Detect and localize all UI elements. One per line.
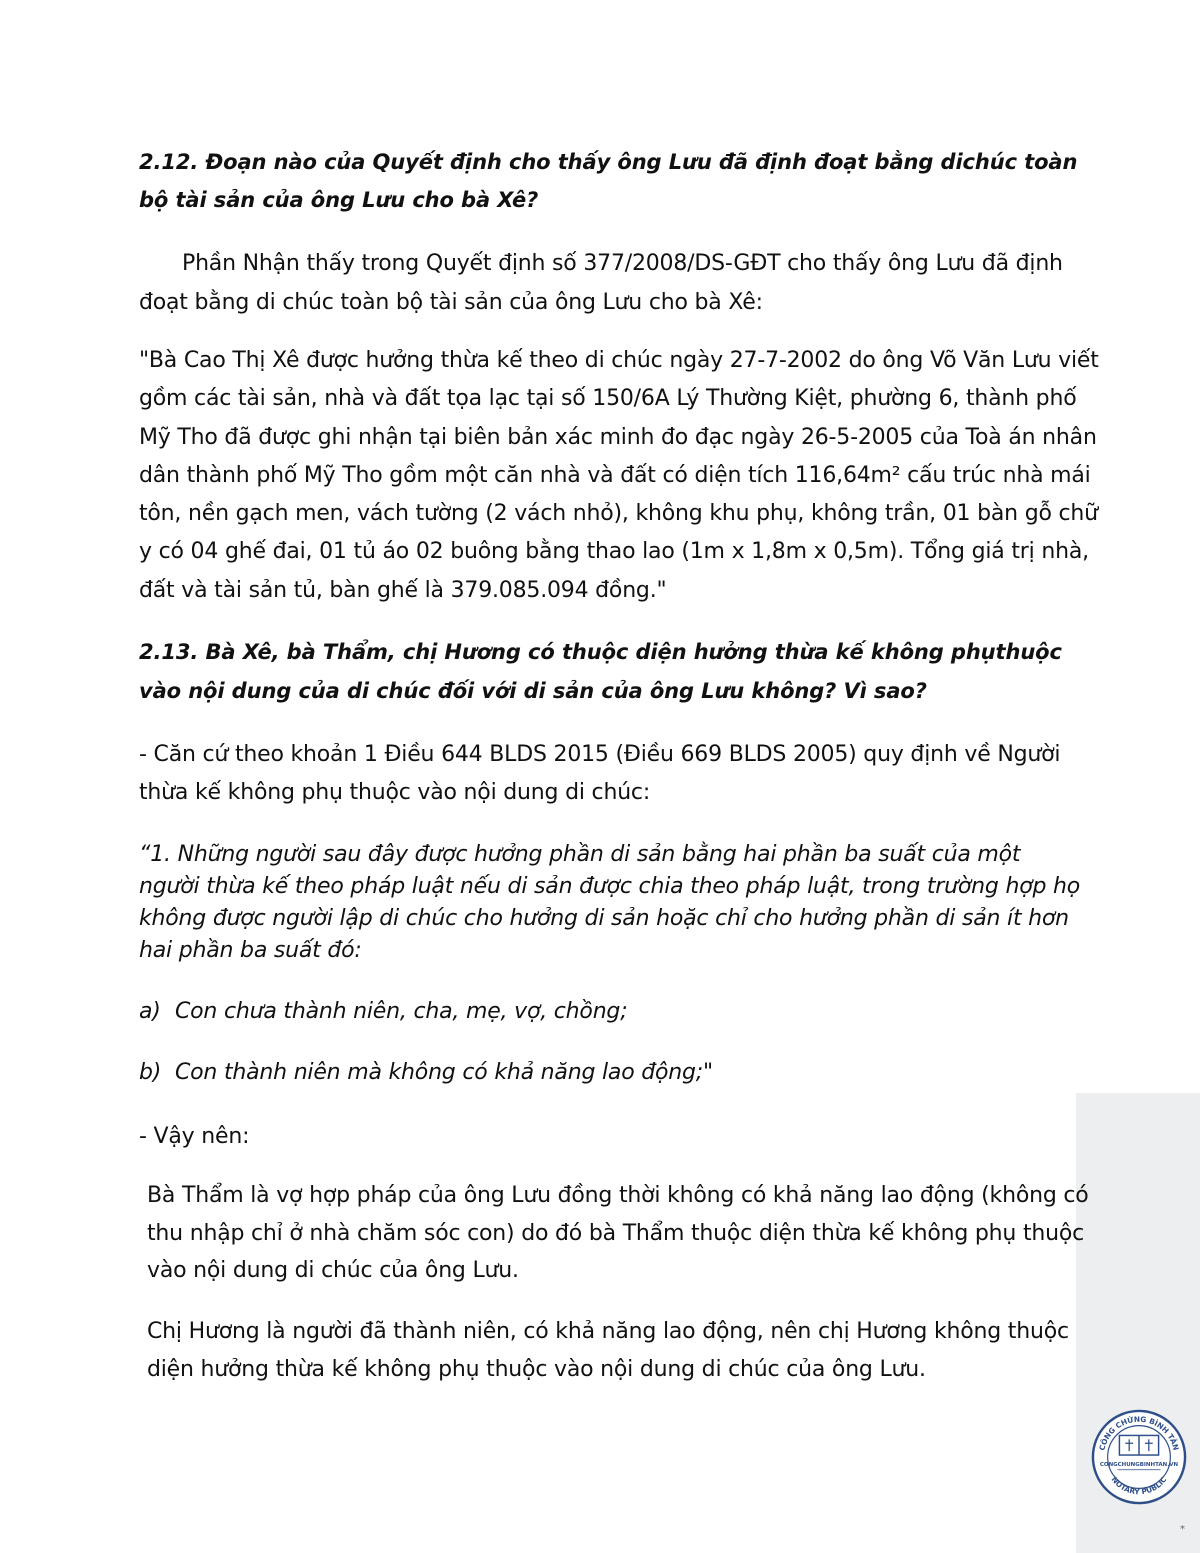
article-quote-line: hai phần ba suất đó: (139, 938, 362, 963)
article-quote-line: “1. Những người sau đây được hưởng phần di sản bằng hai phần ba suất của một (139, 842, 1021, 867)
answer-paragraph-line-1: Phần Nhận thấy trong Quyết định số 377/2008/DS-GĐT cho thấy ông Lưu đã định (182, 251, 1063, 276)
list-item-b-marker: b) (139, 1060, 162, 1085)
quote-line: dân thành phố Mỹ Tho gồm một căn nhà và đất có diện tích 116,64m² cấu trúc nhà mái (139, 463, 1091, 488)
conclusion-line: vào nội dung di chúc của ông Lưu. (147, 1258, 519, 1283)
conclusion-line: thu nhập chỉ ở nhà chăm sóc con) do đó bà Thẩm thuộc diện thừa kế không phụ thuộc (147, 1221, 1085, 1246)
seal-top-text: CÔNG CHỨNG BÌNH TÂN (1097, 1414, 1181, 1452)
quote-line: "Bà Cao Thị Xê được hưởng thừa kế theo di chúc ngày 27-7-2002 do ông Võ Văn Lưu viết (139, 348, 1099, 373)
quote-line: y có 04 ghế đai, 01 tủ áo 02 buông bằng thao lao (1m x 1,8m x 0,5m). Tổng giá trị nhà, (139, 539, 1089, 564)
article-quote-line: người thừa kế theo pháp luật nếu di sản được chia theo pháp luật, trong trường hợp họ (139, 874, 1081, 899)
question-2-12-line-1: 2.12. Đoạn nào của Quyết định cho thấy ông Lưu đã định đoạt bằng dichúc toàn (139, 150, 1078, 174)
question-2-13-line-1: 2.13. Bà Xê, bà Thẩm, chị Hương có thuộc diện hưởng thừa kế không phụthuộc (139, 640, 1062, 664)
seal-bottom-text: NOTARY PUBLIC (1109, 1475, 1169, 1497)
notary-seal-icon (1090, 1408, 1188, 1506)
quote-line: đất và tài sản tủ, bàn ghế là 379.085.094 đồng." (139, 578, 667, 603)
corner-mark: * (1180, 1524, 1185, 1535)
conclusion-line: Chị Hương là người đã thành niên, có khả năng lao động, nên chị Hương không thuộc (147, 1319, 1069, 1344)
legal-basis-line-1: - Căn cứ theo khoản 1 Điều 644 BLDS 2015 (Điều 669 BLDS 2005) quy định về Người (139, 742, 1061, 767)
quote-line: tôn, nền gạch men, vách tường (2 vách nhỏ), không khu phụ, không trần, 01 bàn gỗ chữ (139, 501, 1098, 526)
list-item-a-text: Con chưa thành niên, cha, mẹ, vợ, chồng; (175, 999, 628, 1024)
conclusion-line: Bà Thẩm là vợ hợp pháp của ông Lưu đồng thời không có khả năng lao động (không có (147, 1183, 1089, 1208)
list-item-b-text: Con thành niên mà không có khả năng lao động;" (175, 1060, 713, 1085)
article-quote-line: không được người lập di chúc cho hưởng di sản hoặc chỉ cho hưởng phần di sản ít hơn (139, 906, 1069, 931)
seal-center-text: CONGCHUNGBINHTAN.VN (1099, 1461, 1179, 1468)
quote-line: Mỹ Tho đã được ghi nhận tại biên bản xác minh đo đạc ngày 26-5-2005 của Toà án nhân (139, 425, 1097, 450)
conclusion-line: diện hưởng thừa kế không phụ thuộc vào nội dung di chúc của ông Lưu. (147, 1357, 926, 1382)
conclusion-heading: - Vậy nên: (139, 1124, 250, 1149)
question-2-13-line-2: vào nội dung của di chúc đối với di sản của ông Lưu không? Vì sao? (139, 679, 927, 703)
question-2-12-line-2: bộ tài sản của ông Lưu cho bà Xê? (139, 188, 539, 212)
answer-paragraph-line-2: đoạt bằng di chúc toàn bộ tài sản của ông Lưu cho bà Xê: (139, 290, 763, 315)
quote-line: gồm các tài sản, nhà và đất tọa lạc tại số 150/6A Lý Thường Kiệt, phường 6, thành phố (139, 386, 1077, 411)
legal-basis-line-2: thừa kế không phụ thuộc vào nội dung di chúc: (139, 780, 651, 805)
list-item-a-marker: a) (139, 999, 161, 1024)
